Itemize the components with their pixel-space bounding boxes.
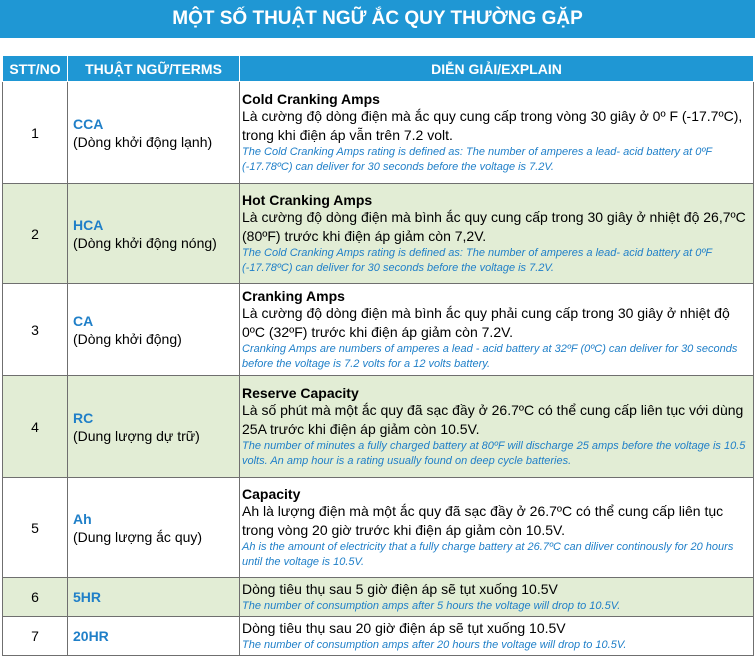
term-vietnamese-name: (Dòng khởi động lạnh) bbox=[73, 133, 213, 150]
explain-vietnamese: Là cường độ dòng điện mà ắc quy cung cấp trong vòng 30 giây ở 0º F (-17.7ºC), trong khi điện áp vẫn trên 7.2 volt. bbox=[242, 107, 743, 143]
term-cell bbox=[68, 478, 240, 578]
term-abbreviation: CA bbox=[73, 312, 94, 329]
explain-vietnamese: Dòng tiêu thụ sau 5 giờ điện áp sẽ tụt xuống 10.5V bbox=[242, 581, 558, 597]
table-row bbox=[3, 478, 754, 578]
header-term: THUẬT NGỮ/TERMS bbox=[68, 56, 240, 82]
row-number: 3 bbox=[3, 284, 68, 376]
term-cell bbox=[68, 82, 240, 184]
explain-vietnamese: Ah là lượng điện mà một ắc quy đã sạc đầy ở 26.7ºC có thể cung cấp liên tục trong vòng 20 giờ trước khi điện áp giảm còn 10.5V. bbox=[242, 502, 724, 538]
term-abbreviation: RC bbox=[73, 409, 94, 426]
explain-english: The Cold Cranking Amps rating is defined as: The number of amperes a lead- acid battery at 0ºF (-17.78ºC) can deliver for 30 seconds before the voltage is 7.2V. bbox=[242, 246, 712, 274]
table-row bbox=[3, 184, 754, 284]
table-row bbox=[3, 284, 754, 376]
explain-vietnamese: Là số phút mà một ắc quy đã sạc đầy ở 26.7ºC có thể cung cấp liên tục với dùng 25A trước khi điện áp giảm còn 10.5V. bbox=[242, 401, 744, 437]
row-number: 1 bbox=[3, 82, 68, 184]
term-heading: Capacity bbox=[242, 485, 301, 502]
row-number: 7 bbox=[3, 617, 68, 656]
term-abbreviation: Ah bbox=[73, 510, 92, 527]
explain-vietnamese: Dòng tiêu thụ sau 20 giờ điện áp sẽ tụt xuống 10.5V bbox=[242, 620, 566, 636]
term-vietnamese-name: (Dòng khởi động) bbox=[73, 330, 182, 347]
header-explain: DIỄN GIẢI/EXPLAIN bbox=[240, 56, 754, 82]
term-heading: Cold Cranking Amps bbox=[242, 90, 380, 107]
table-row bbox=[3, 578, 754, 617]
term-vietnamese-name: (Dung lượng dự trữ) bbox=[73, 427, 200, 444]
explain-cell bbox=[240, 578, 754, 617]
terms-table bbox=[2, 55, 754, 656]
term-heading: Cranking Amps bbox=[242, 287, 345, 304]
term-cell bbox=[68, 284, 240, 376]
term-heading: Hot Cranking Amps bbox=[242, 191, 373, 208]
explain-cell bbox=[240, 376, 754, 478]
row-number: 6 bbox=[3, 578, 68, 617]
term-vietnamese-name: (Dòng khởi động nóng) bbox=[73, 234, 217, 251]
table-row bbox=[3, 376, 754, 478]
explain-cell bbox=[240, 478, 754, 578]
term-abbreviation: 20HR bbox=[73, 628, 109, 644]
row-number: 2 bbox=[3, 184, 68, 284]
explain-english: The number of consumption amps after 5 hours the voltage will drop to 10.5V. bbox=[242, 600, 621, 612]
explain-vietnamese: Là cường độ dòng điện mà bình ắc quy cung cấp trong 30 giây ở nhiệt độ 26,7ºC (80ºF) trước khi điện áp giảm còn 7,2V. bbox=[242, 208, 746, 244]
term-cell bbox=[68, 578, 240, 617]
explain-english: The number of minutes a fully charged battery at 80ºF will discharge 25 amps before the voltage is 10.5 volts. An amp hour is a rating usually found on deep cycle batteries. bbox=[242, 439, 746, 467]
explain-cell bbox=[240, 617, 754, 656]
term-abbreviation: CCA bbox=[73, 115, 104, 132]
explain-cell bbox=[240, 82, 754, 184]
explain-english: Ah is the amount of electricity that a fully charge battery at 26.7ºC can diliver continously for 20 hours until the voltage is 10.5V. bbox=[242, 540, 734, 568]
term-cell bbox=[68, 376, 240, 478]
table-row bbox=[3, 82, 754, 184]
page-title: MỘT SỐ THUẬT NGỮ ẮC QUY THƯỜNG GẶP bbox=[0, 0, 755, 38]
header-no: STT/NO bbox=[3, 56, 68, 82]
term-cell bbox=[68, 184, 240, 284]
term-abbreviation: 5HR bbox=[73, 589, 102, 605]
table-header-row bbox=[3, 56, 754, 82]
row-number: 4 bbox=[3, 376, 68, 478]
term-vietnamese-name: (Dung lượng ắc quy) bbox=[73, 528, 203, 545]
table-row bbox=[3, 617, 754, 656]
explain-english: Cranking Amps are numbers of amperes a lead - acid battery at 32ºF (0ºC) can deliver for 30 seconds before the voltage is 7.2 volts for a 12 volts battery. bbox=[242, 342, 738, 370]
term-cell bbox=[68, 617, 240, 656]
term-abbreviation: HCA bbox=[73, 216, 104, 233]
explain-vietnamese: Là cường độ dòng điện mà bình ắc quy phải cung cấp trong 30 giây ở nhiệt độ 0ºC (32ºF) trước khi điện áp giảm còn 7.2V. bbox=[242, 304, 730, 340]
term-heading: Reserve Capacity bbox=[242, 384, 359, 401]
explain-cell bbox=[240, 184, 754, 284]
row-number: 5 bbox=[3, 478, 68, 578]
explain-cell bbox=[240, 284, 754, 376]
explain-english: The number of consumption amps after 20 hours the voltage will drop to 10.5V. bbox=[242, 639, 627, 651]
explain-english: The Cold Cranking Amps rating is defined as: The number of amperes a lead- acid battery at 0ºF (-17.78ºC) can deliver for 30 seconds before the voltage is 7.2V. bbox=[242, 145, 712, 173]
